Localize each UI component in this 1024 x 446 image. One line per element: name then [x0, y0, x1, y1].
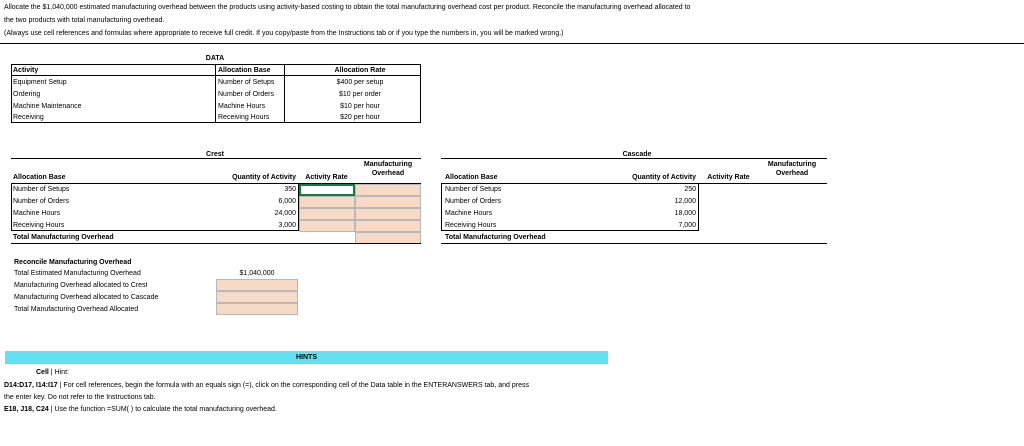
crest-base[interactable]: Number of Setups: [13, 186, 70, 193]
crest-total-label: Total Manufacturing Overhead: [13, 234, 114, 241]
crest-moh-input[interactable]: [355, 196, 421, 208]
hint-1-text: For cell references, begin the formula with an equals sign (=), click on the corresponding cell of the Data table in the ENTERANSWERS tab, and press: [63, 382, 529, 389]
cascade-header-base: Allocation Base: [445, 174, 498, 181]
reconcile-total-value[interactable]: $1,040,000: [239, 270, 275, 277]
data-activity[interactable]: Receiving: [13, 114, 44, 121]
crest-base[interactable]: Machine Hours: [13, 210, 61, 217]
reconcile-label: Manufacturing Overhead allocated to Crest: [14, 282, 148, 289]
reconcile-allocated-input[interactable]: [216, 303, 298, 315]
instruction-line-2: the two products with total manufacturing overhead.: [4, 17, 165, 24]
crest-rate-input-selected[interactable]: [299, 184, 355, 196]
data-header-base: Allocation Base: [218, 67, 271, 74]
crest-title: Crest: [206, 151, 224, 158]
crest-rate-input[interactable]: [299, 196, 355, 208]
cascade-qty[interactable]: 12,000: [674, 198, 696, 205]
data-base[interactable]: Number of Setups: [218, 79, 275, 86]
data-base[interactable]: Number of Orders: [218, 91, 275, 98]
reconcile-title: Reconcile Manufacturing Overhead: [14, 259, 132, 266]
hints-header: Cell | Hint:: [36, 369, 69, 376]
crest-base[interactable]: Number of Orders: [13, 198, 70, 205]
hint-row-1: D14:D17, I14:I17 | For cell references, begin the formula with an equals sign (=), click on the corresponding cell of the Data table in the ENTERANSWERS tab, and press: [4, 382, 529, 389]
instruction-line-1: Allocate the $1,040,000 estimated manufacturing overhead between the products using activity-based costing to obtain the total manufacturing overhead cost per product. Reconcile the manufacturing overhead allocated to: [4, 4, 691, 11]
cascade-header-qty: Quantity of Activity: [632, 174, 696, 181]
crest-qty[interactable]: 350: [284, 186, 296, 193]
hints-bar: [5, 351, 608, 364]
data-rate[interactable]: $10 per hour: [340, 103, 380, 110]
hint-row-2: E18, J18, C24 | Use the function =SUM( ) to calculate the total manufacturing overhead.: [4, 406, 277, 413]
data-rate[interactable]: $10 per order: [338, 91, 382, 98]
data-rate[interactable]: $400 per setup: [336, 79, 384, 86]
reconcile-label: Manufacturing Overhead allocated to Cascade: [14, 294, 159, 301]
hints-cell-label: Cell: [36, 369, 49, 376]
crest-header-qty: Quantity of Activity: [232, 174, 296, 181]
cascade-base[interactable]: Machine Hours: [445, 210, 493, 217]
crest-moh-input[interactable]: [355, 208, 421, 220]
data-header-rate: Allocation Rate: [334, 67, 386, 74]
hints-title: HINTS: [296, 354, 317, 361]
cascade-qty[interactable]: 250: [684, 186, 696, 193]
data-activity[interactable]: Machine Maintenance: [13, 103, 82, 110]
reconcile-crest-input[interactable]: [216, 279, 298, 291]
data-activity[interactable]: Equipment Setup: [13, 79, 67, 86]
crest-moh-input[interactable]: [355, 184, 421, 196]
crest-rate-input[interactable]: [299, 220, 355, 232]
reconcile-label: Total Manufacturing Overhead Allocated: [14, 306, 139, 313]
crest-qty[interactable]: 24,000: [274, 210, 296, 217]
cascade-total-label: Total Manufacturing Overhead: [445, 234, 546, 241]
cascade-qty[interactable]: 18,000: [674, 210, 696, 217]
data-rate[interactable]: $20 per hour: [340, 114, 380, 121]
data-table-title: DATA: [205, 55, 225, 62]
cascade-base[interactable]: Receiving Hours: [445, 222, 497, 229]
hint-1-cells: D14:D17, I14:I17: [4, 382, 58, 389]
reconcile-cascade-input[interactable]: [216, 291, 298, 303]
data-base[interactable]: Receiving Hours: [218, 114, 270, 121]
hint-2-cells: E18, J18, C24: [4, 406, 49, 413]
row-divider: [0, 43, 1024, 44]
data-header-activity: Activity: [13, 67, 39, 74]
data-activity[interactable]: Ordering: [13, 91, 41, 98]
cascade-base[interactable]: Number of Orders: [445, 198, 502, 205]
crest-header-moh: Manufacturing Overhead: [363, 161, 413, 177]
hint-2-text: Use the function =SUM( ) to calculate the total manufacturing overhead.: [54, 406, 277, 413]
instruction-line-3: (Always use cell references and formulas where appropriate to receive full credit. If you copy/paste from the Instructions tab or if you type the numbers in, you will be marked wrong.): [4, 30, 564, 37]
crest-header-base: Allocation Base: [13, 174, 66, 181]
cascade-qty[interactable]: 7,000: [678, 222, 696, 229]
data-base[interactable]: Machine Hours: [218, 103, 266, 110]
cascade-title: Cascade: [622, 151, 652, 158]
crest-qty[interactable]: 3,000: [278, 222, 296, 229]
crest-qty[interactable]: 6,000: [278, 198, 296, 205]
hints-hint-label: Hint:: [54, 369, 69, 376]
reconcile-label: Total Estimated Manufacturing Overhead: [14, 270, 141, 277]
hint-1-text-continued: the enter key. Do not refer to the Instructions tab.: [4, 394, 156, 401]
cascade-base[interactable]: Number of Setups: [445, 186, 502, 193]
cascade-header-rate: Activity Rate: [707, 174, 750, 181]
crest-rate-input[interactable]: [299, 208, 355, 220]
crest-moh-input[interactable]: [355, 220, 421, 232]
crest-base[interactable]: Receiving Hours: [13, 222, 65, 229]
cascade-header-moh: Manufacturing Overhead: [767, 161, 817, 177]
crest-header-rate: Activity Rate: [305, 174, 348, 181]
